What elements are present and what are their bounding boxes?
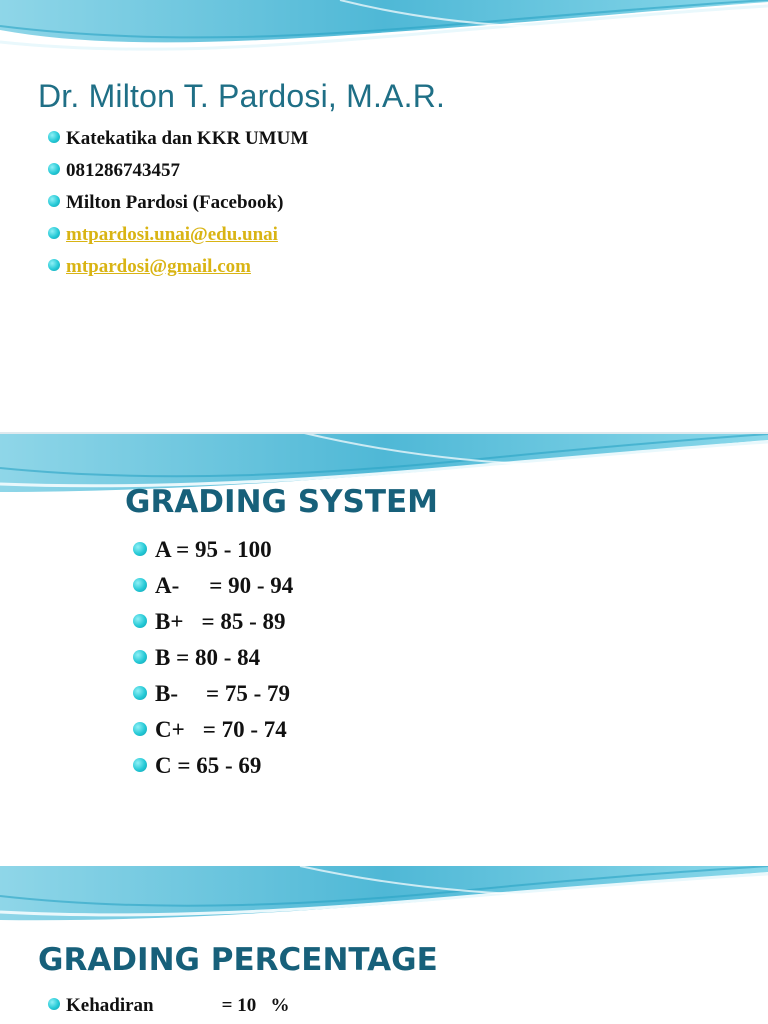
grade-label: B- (155, 681, 178, 706)
bullet-icon (48, 259, 60, 271)
contact-facebook: Milton Pardosi (Facebook) (66, 192, 284, 213)
grade-label: A (155, 537, 171, 562)
bullet-icon (133, 614, 147, 628)
grade-range: 90 - 94 (228, 573, 294, 598)
list-item (48, 222, 308, 254)
bullet-icon (133, 578, 147, 592)
percentage-label: Kehadiran (66, 995, 154, 1016)
grade-label: A- (155, 573, 180, 598)
grade-range: 80 - 84 (194, 645, 261, 670)
grade-range: 70 - 74 (221, 717, 287, 742)
contact-list (48, 126, 308, 286)
grade-range: 95 - 100 (194, 537, 272, 562)
list-item: B = 80 - 84 (133, 644, 293, 680)
bullet-icon (133, 722, 147, 736)
slide-divider-top (0, 432, 768, 434)
page-title: Dr. Milton T. Pardosi, M.A.R. (38, 78, 446, 114)
contact-text: Katekatika dan KKR UMUM (66, 128, 309, 149)
list-item (48, 994, 289, 1024)
bullet-icon (48, 131, 60, 143)
grade-range: 65 - 69 (196, 753, 262, 778)
bullet-icon (48, 163, 60, 175)
list-item (48, 190, 308, 222)
grade-label: C (155, 753, 172, 778)
grade-label: B (155, 645, 171, 670)
list-item: C+ = 70 - 74 (133, 716, 293, 752)
grading-list (133, 536, 293, 788)
bullet-icon (48, 227, 60, 239)
bullet-icon (133, 686, 147, 700)
email-link-gmail[interactable]: mtpardosi@gmail.com (66, 256, 251, 277)
grading-system-title: GRADING SYSTEM (125, 484, 439, 520)
list-item: B- = 75 - 79 (133, 680, 293, 716)
grade-label: B+ (155, 609, 184, 634)
percentage-list (48, 994, 289, 1024)
list-item (48, 126, 308, 158)
bullet-icon (133, 758, 147, 772)
list-item (48, 254, 308, 286)
grade-range: 85 - 89 (220, 609, 286, 634)
slide-contact (0, 0, 768, 420)
contact-phone: 081286743457 (66, 160, 180, 181)
list-item (48, 158, 308, 190)
list-item: C = 65 - 69 (133, 752, 293, 788)
bullet-icon (48, 998, 60, 1010)
grade-label: C+ (155, 717, 185, 742)
list-item: A = 95 - 100 (133, 536, 293, 572)
slide-banner-decoration (0, 866, 768, 928)
email-link-unai[interactable]: mtpardosi.unai@edu.unai (66, 224, 278, 245)
bullet-icon (133, 650, 147, 664)
percentage-value: = 10 % (221, 995, 290, 1016)
grading-percentage-title: GRADING PERCENTAGE (38, 942, 438, 978)
bullet-icon (133, 542, 147, 556)
slide-banner-decoration (0, 0, 768, 60)
bullet-icon (48, 195, 60, 207)
grade-range: 75 - 79 (224, 681, 291, 706)
list-item: B+ = 85 - 89 (133, 608, 293, 644)
list-item: A- = 90 - 94 (133, 572, 293, 608)
